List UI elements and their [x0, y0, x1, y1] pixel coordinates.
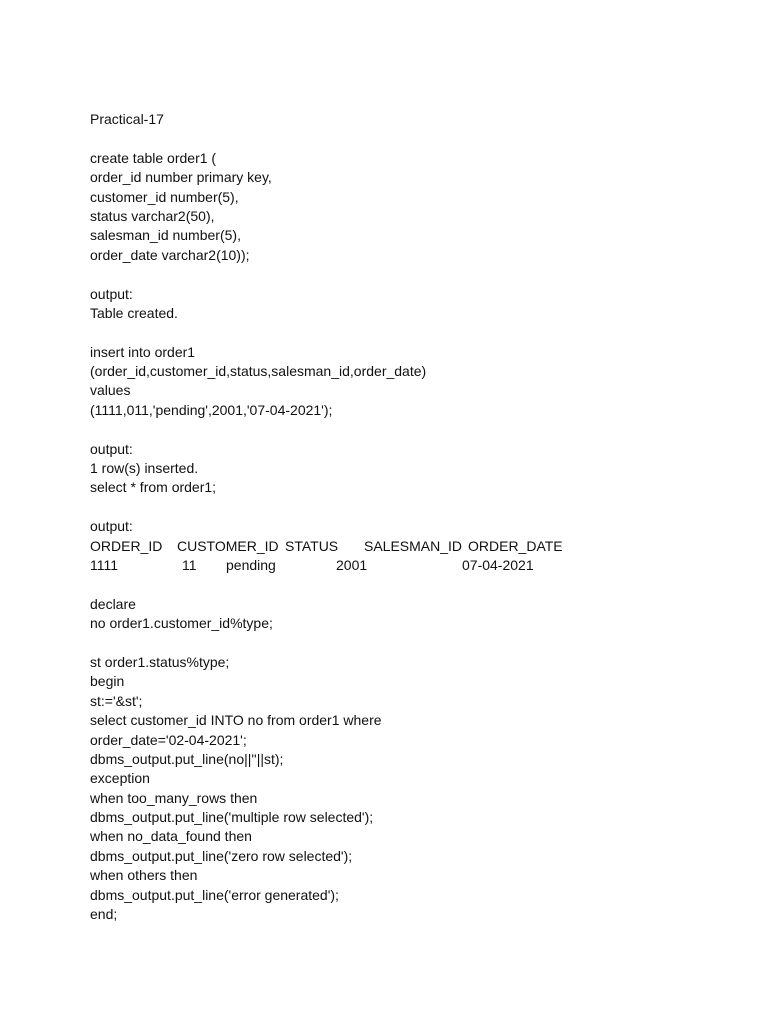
output-label: output:	[90, 285, 133, 302]
output-text: 1 row(s) inserted.	[90, 460, 199, 477]
result-header-cell: ORDER_DATE	[468, 537, 563, 554]
code-line: dbms_output.put_line(no||''||st);	[90, 750, 284, 767]
insert-statement	[90, 343, 730, 421]
result-cell: 2001	[336, 556, 368, 573]
output-label: output:	[90, 440, 133, 457]
result-header-cell: SALESMAN_ID	[364, 537, 463, 554]
code-line: st order1.status%type;	[90, 653, 230, 670]
blank-line	[90, 323, 730, 342]
blank-line	[90, 575, 730, 594]
code-line: dbms_output.put_line('multiple row selected');	[90, 809, 374, 826]
code-line: insert into order1	[90, 343, 196, 360]
blank-line	[90, 265, 730, 284]
blank-line	[90, 498, 730, 517]
result-cell: 07-04-2021	[462, 556, 534, 573]
create-table-statement	[90, 149, 730, 265]
code-line: (1111,011,'pending',2001,'07-04-2021');	[90, 401, 333, 418]
code-line: order_date='02-04-2021';	[90, 731, 247, 748]
code-line: (order_id,customer_id,status,salesman_id,order_date)	[90, 363, 427, 380]
blank-line	[90, 634, 730, 653]
blank-line	[90, 420, 730, 439]
code-line: salesman_id number(5),	[90, 227, 241, 244]
result-cell: 11	[182, 556, 197, 573]
result-header-cell: ORDER_ID	[90, 537, 163, 554]
code-line: declare	[90, 595, 136, 612]
code-line: order_id number primary key,	[90, 169, 272, 186]
output-text: Table created.	[90, 304, 178, 321]
result-header-row	[90, 537, 730, 556]
code-line: dbms_output.put_line('zero row selected');	[90, 847, 353, 864]
code-line: order_date varchar2(10));	[90, 246, 250, 263]
output-label: output:	[90, 518, 133, 535]
result-data-row	[90, 556, 730, 575]
code-line: exception	[90, 770, 150, 787]
result-cell: 1111	[90, 556, 119, 573]
code-line: customer_id number(5),	[90, 188, 239, 205]
select-statement: select * from order1;	[90, 479, 217, 496]
result-header-cell: CUSTOMER_ID	[177, 537, 279, 554]
code-line: no order1.customer_id%type;	[90, 615, 273, 632]
code-line: when no_data_found then	[90, 828, 252, 845]
code-line: values	[90, 382, 131, 399]
code-line: create table order1 (	[90, 149, 217, 166]
result-cell: pending	[226, 556, 276, 573]
declare-block	[90, 595, 730, 634]
document-title: Practical-17	[90, 111, 164, 127]
code-line: status varchar2(50),	[90, 207, 215, 224]
plsql-body-block	[90, 653, 730, 924]
result-header-cell: STATUS	[285, 537, 339, 554]
code-line: when others then	[90, 867, 198, 884]
document-page	[90, 110, 730, 924]
code-line: begin	[90, 673, 125, 690]
blank-line	[90, 129, 730, 148]
code-line: when too_many_rows then	[90, 789, 258, 806]
code-line: dbms_output.put_line('error generated');	[90, 886, 339, 903]
code-line: end;	[90, 906, 118, 923]
code-line: st:='&st';	[90, 692, 143, 709]
code-line: select customer_id INTO no from order1 where	[90, 712, 382, 729]
